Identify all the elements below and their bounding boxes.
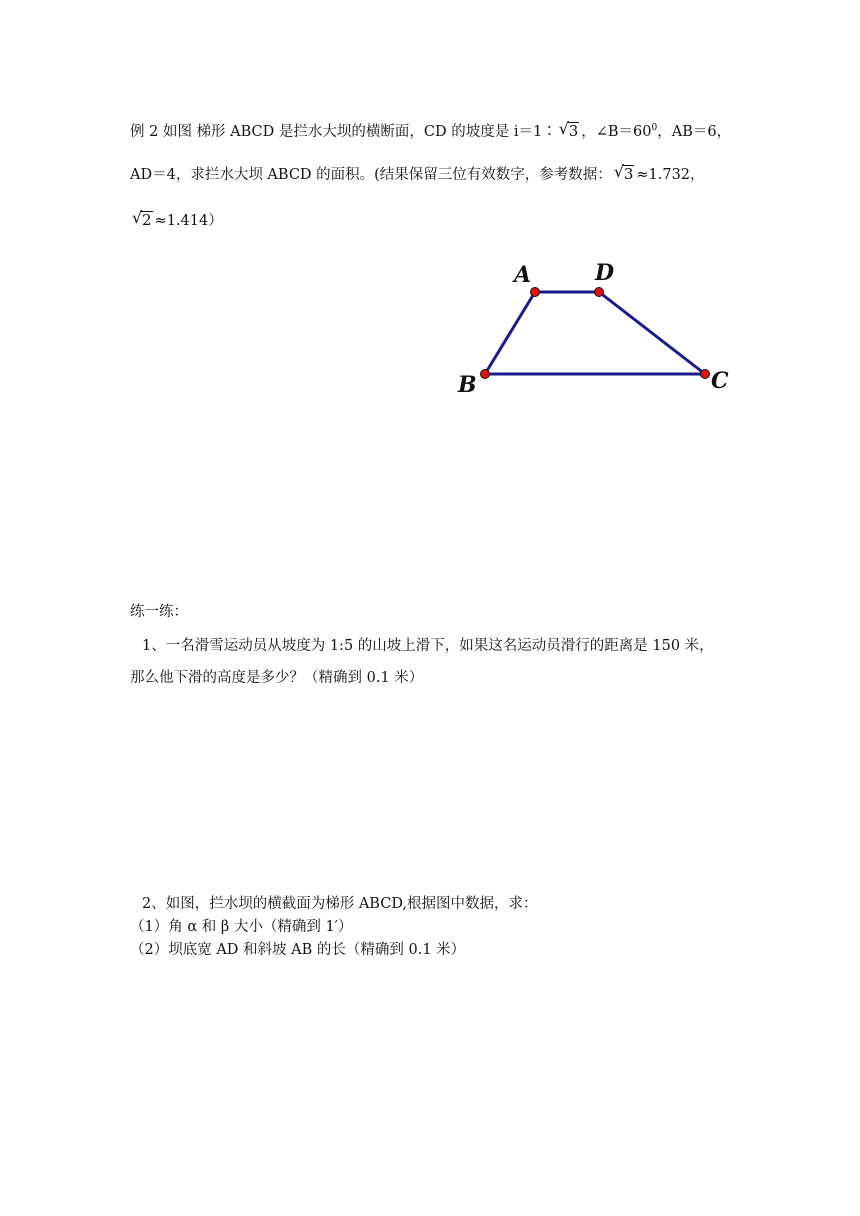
- label-b: B: [458, 372, 477, 398]
- sqrt-3-reference: √ 3: [613, 162, 634, 183]
- question2-line1: 2、如图，拦水坝的横截面为梯形 ABCD,根据图中数据，求：: [142, 896, 538, 912]
- example2-line1: 例 2 如图 梯形 ABCD 是拦水大坝的横断面，CD 的坡度是 i＝1∶ √ 3 ，$\angle B=60^0$，AB＝6，: [130, 119, 732, 140]
- example2-line3: √ 2 ≈1.414）: [132, 208, 223, 229]
- practice-heading: 练一练：: [130, 604, 188, 620]
- point-a: [531, 288, 540, 297]
- question2-line2: （1）角 α 和 β 大小（精确到 1′）: [130, 919, 353, 935]
- label-d: D: [595, 260, 615, 286]
- sqrt-2-reference: √ 2: [132, 208, 152, 229]
- point-d: [595, 288, 604, 297]
- label-a: A: [514, 262, 532, 288]
- trapezoid-figure: [440, 255, 760, 405]
- label-c: C: [711, 368, 729, 394]
- question2-line3: （2）坝底宽 AD 和斜坡 AB 的长（精确到 0.1 米）: [130, 942, 466, 958]
- trapezoid-outline: [485, 292, 705, 374]
- example2-line2: AD＝4，求拦水大坝 ABCD 的面积。(结果保留三位有效数字，参考数据： √ 3 ≈1.732，: [130, 162, 705, 183]
- point-c: [701, 370, 710, 379]
- sqrt-3-expression: √ 3: [558, 119, 579, 140]
- point-b: [481, 370, 490, 379]
- question1-line2: 那么他下滑的高度是多少？（精确到 0.1 米）: [130, 670, 424, 686]
- question1-line1: 1、一名滑雪运动员从坡度为 1:5 的山坡上滑下，如果这名运动员滑行的距离是 150 米，: [142, 638, 714, 654]
